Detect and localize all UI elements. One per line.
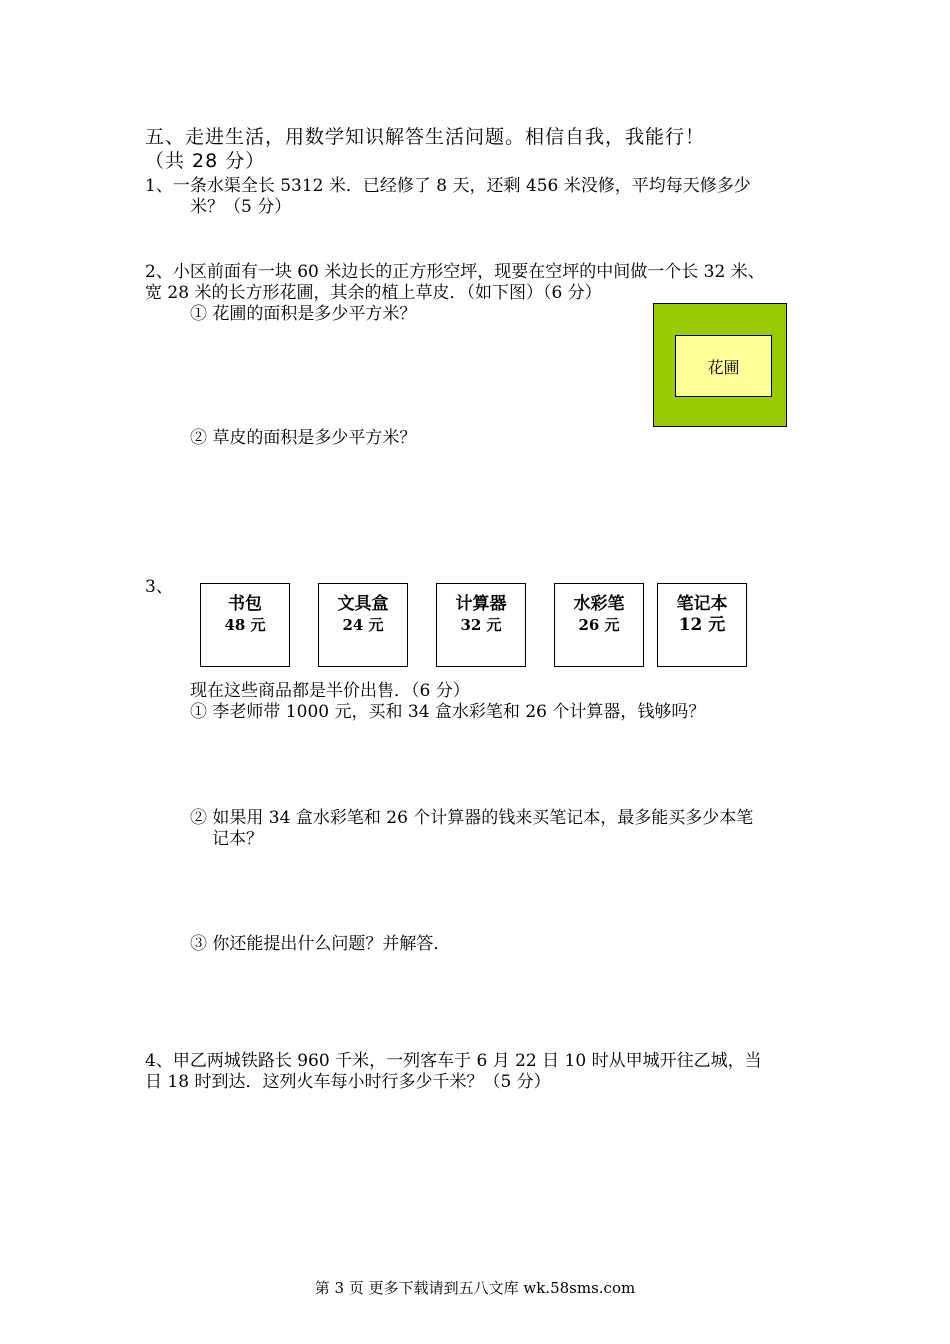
lawn-figure: [653, 303, 787, 427]
garden-label: 花圃: [707, 357, 740, 377]
q3-sub1: ① 李老师带 1000 元，买和 34 盒水彩笔和 26 个计算器，钱够吗？: [190, 702, 706, 722]
item-price: 48 元: [224, 616, 266, 634]
q3-sub3: ③ 你还能提出什么问题？并解答．: [190, 934, 451, 954]
q3-sub2-line1: ② 如果用 34 盒水彩笔和 26 个计算器的钱来买笔记本，最多能买多少本笔: [190, 808, 754, 828]
q3-label: 3、: [145, 577, 173, 597]
section-score: （共 28 分）: [145, 150, 266, 172]
q1-line2: 米？（5 分）: [190, 197, 292, 217]
item-box-schoolbag: [200, 583, 290, 667]
item-box-watercolor-pens: [554, 583, 644, 667]
item-price: 32 元: [460, 616, 502, 634]
item-name: 文具盒: [337, 594, 389, 614]
q3-sub2-line2: 记本？: [212, 829, 263, 849]
item-price: 24 元: [342, 616, 384, 634]
section-title: 五、走进生活，用数学知识解答生活问题。相信自我，我能行！: [145, 126, 706, 148]
item-price: 12 元: [678, 615, 726, 635]
item-box-notebook: [657, 583, 747, 667]
item-name: 书包: [228, 594, 262, 614]
page-footer: 第 3 页 更多下载请到五八文库 wk.58sms.com: [314, 1279, 636, 1297]
item-name: 笔记本: [676, 594, 728, 614]
item-name: 计算器: [455, 594, 507, 614]
q2-sub1: ① 花圃的面积是多少平方米？: [190, 304, 417, 324]
q2-line2: 宽 28 米的长方形花圃，其余的植上草皮．（如下图）（6 分）: [145, 283, 602, 303]
item-name: 水彩笔: [573, 594, 625, 614]
q3-note: 现在这些商品都是半价出售．（6 分）: [190, 681, 470, 701]
q4-line1: 4、甲乙两城铁路长 960 千米，一列客车于 6 月 22 日 10 时从甲城开往乙城，当: [145, 1051, 762, 1071]
q1-line1: 1、一条水渠全长 5312 米．已经修了 8 天，还剩 456 米没修，平均每天修多少: [145, 176, 751, 196]
garden-figure: [675, 335, 772, 397]
item-box-pencil-case: [318, 583, 408, 667]
item-box-calculator: [436, 583, 526, 667]
q2-line1: 2、小区前面有一块 60 米边长的正方形空坪，现要在空坪的中间做一个长 32 米、: [145, 262, 765, 282]
q4-line2: 日 18 时到达．这列火车每小时行多少千米？（5 分）: [145, 1072, 551, 1092]
q2-sub2: ② 草皮的面积是多少平方米？: [190, 428, 417, 448]
item-price: 26 元: [578, 616, 620, 634]
